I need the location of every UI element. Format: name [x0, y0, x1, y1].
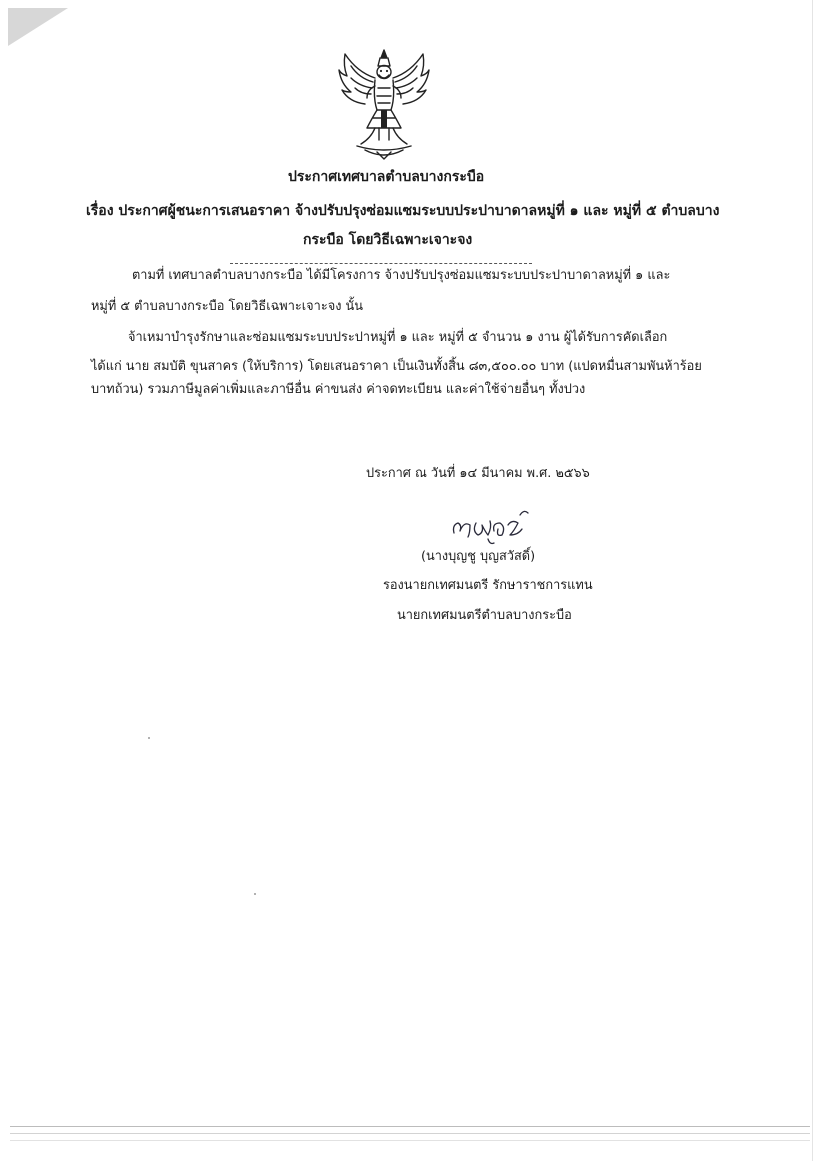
scan-edge-line	[812, 0, 813, 1161]
signer-position-2: นายกเทศมนตรีตำบลบางกระบือ	[397, 608, 572, 623]
announcement-heading: ประกาศเทศบาลตำบลบางกระบือ	[288, 169, 485, 185]
body-line-1: ตามที่ เทศบาลตำบลบางกระบือ ได้มีโครงการ จ้างปรับปรุงซ่อมแซมระบบประปาบาดาลหมู่ที่ ๑ และ	[132, 268, 671, 283]
signer-name: (นางบุญชู บุญสวัสดิ์)	[421, 549, 536, 564]
garuda-emblem-icon	[337, 48, 431, 160]
scan-speck	[148, 737, 150, 739]
subject-line-1: เรื่อง ประกาศผู้ชนะการเสนอราคา จ้างปรับปรุงซ่อมแซมระบบประปาบาดาลหมู่ที่ ๑ และ หมู่ที่ ๕ ตำบลบาง	[86, 203, 720, 219]
body-line-3: จ้าเหมาบำรุงรักษาและซ่อมแซมระบบประปาหมู่ที่ ๑ และ หมู่ที่ ๕ จำนวน ๑ งาน ผู้ได้รับการคัดเลือก	[128, 330, 668, 345]
scan-corner-fold	[8, 8, 68, 46]
handwritten-signature	[448, 505, 538, 547]
scan-bottom-line	[10, 1133, 810, 1134]
scan-bottom-line	[10, 1126, 810, 1127]
scan-speck	[254, 893, 256, 895]
scan-bottom-line	[10, 1140, 810, 1141]
signer-position-1: รองนายกเทศมนตรี รักษาราชการแทน	[383, 578, 593, 593]
dashed-divider	[230, 263, 532, 264]
body-line-5: บาทถ้วน) รวมภาษีมูลค่าเพิ่มและภาษีอื่น ค่าขนส่ง ค่าจดทะเบียน และค่าใช้จ่ายอื่นๆ ทั้งปวง	[91, 382, 586, 397]
subject-line-2: กระบือ โดยวิธีเฉพาะเจาะจง	[303, 232, 473, 248]
announcement-date: ประกาศ ณ วันที่ ๑๔ มีนาคม พ.ศ. ๒๕๖๖	[366, 466, 590, 481]
body-line-4: ได้แก่ นาย สมบัติ ขุนสาคร (ให้บริการ) โดยเสนอราคา เป็นเงินทั้งสิ้น ๘๓,๕๐๐.๐๐ บาท (แปดหมื่นสามพันห้าร้อย	[91, 359, 702, 374]
body-line-2: หมู่ที่ ๕ ตำบลบางกระบือ โดยวิธีเฉพาะเจาะจง นั้น	[91, 299, 364, 314]
